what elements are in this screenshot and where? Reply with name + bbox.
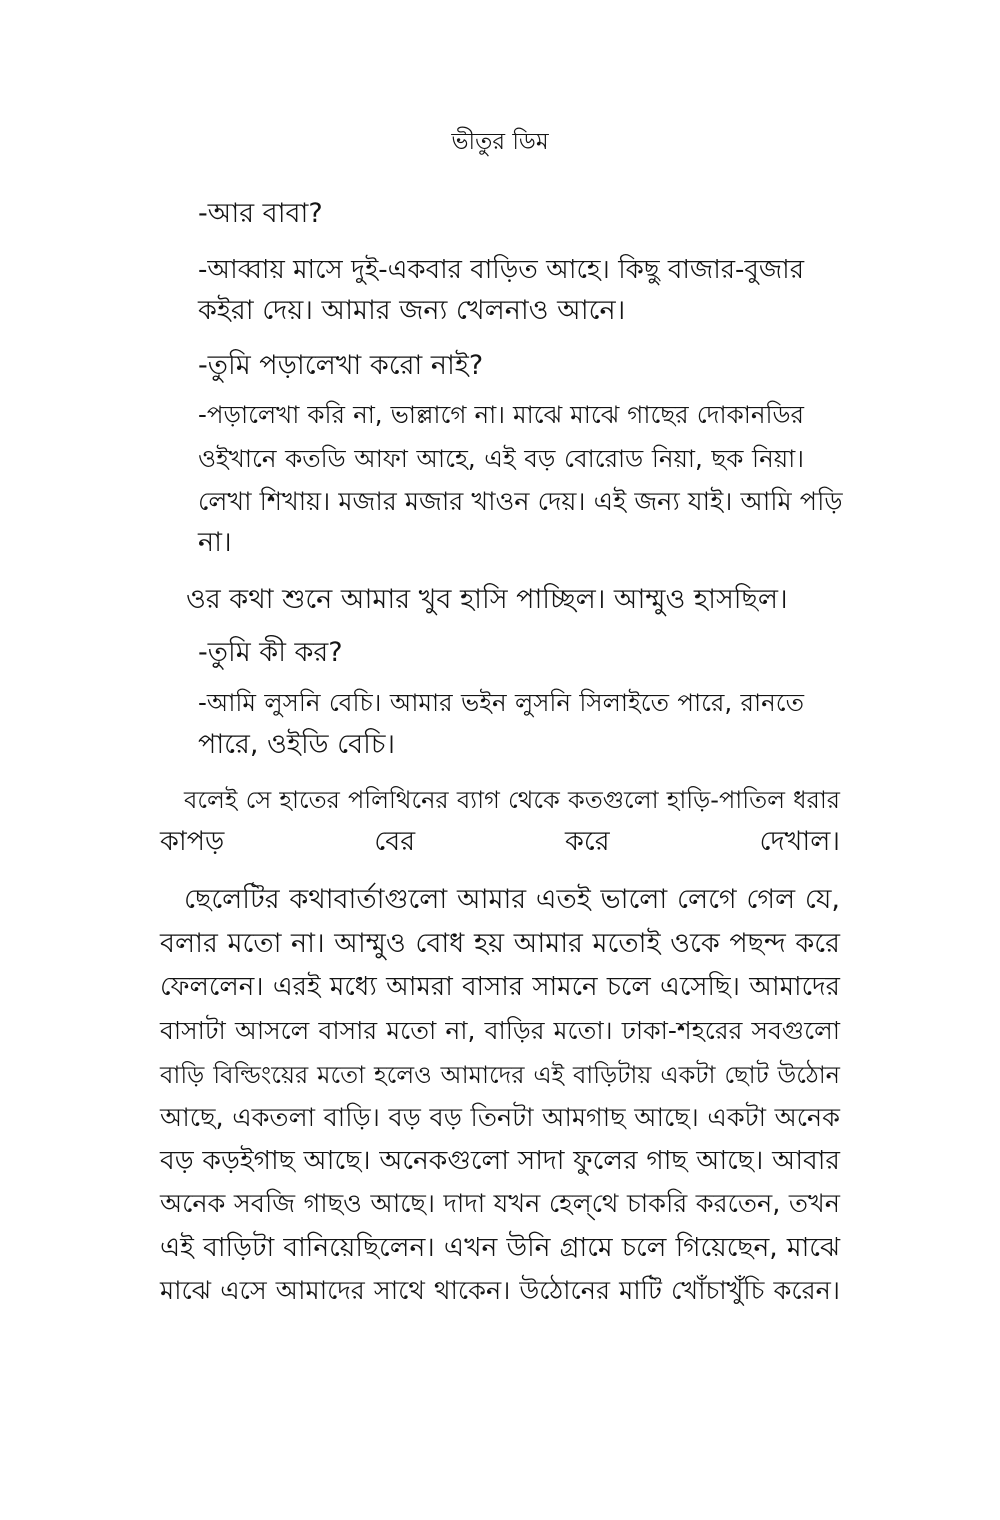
paragraph-line: বলার মতো না। আম্মুও বোধ হয় আমার মতোই ওকে পছন্দ করে <box>160 928 840 959</box>
dialogue-line: না। <box>198 527 232 558</box>
paragraph-line: কাপড় বের করে দেখাল। <box>160 826 840 857</box>
narration-line: ওর কথা শুনে আমার খুব হাসি পাচ্ছিল। আম্মুও হাসছিল। <box>186 584 788 615</box>
paragraph-line: মাঝে এসে আমাদের সাথে থাকেন। উঠোনের মাটি খোঁচাখুঁচি করেন। <box>160 1276 840 1306</box>
paragraph-line: ছেলেটির কথাবার্তাগুলো আমার এতই ভালো লেগে গেল যে, <box>184 884 840 915</box>
paragraph-line: বড় কড়ইগাছ আছে। অনেকগুলো সাদা ফুলের গাছ আছে। আবার <box>160 1145 840 1176</box>
paragraph-line: এই বাড়িটা বানিয়েছিলেন। এখন উনি গ্রামে চলে গিয়েছেন, মাঝে <box>160 1232 840 1263</box>
dialogue-line: -আর বাবা? <box>198 198 323 229</box>
dialogue-line: লেখা শিখায়। মজার মজার খাওন দেয়। এই জন্য যাই। আমি পড়ি <box>198 487 843 517</box>
dialogue-line: -পড়ালেখা করি না, ভাল্লাগে না। মাঝে মাঝে গাছের দোকানডির <box>198 400 804 429</box>
paragraph-line: বাসাটা আসলে বাসার মতো না, বাড়ির মতো। ঢাকা-শহরের সবগুলো <box>160 1016 840 1045</box>
paragraph-line: আছে, একতলা বাড়ি। বড় বড় তিনটা আমগাছ আছে। একটা অনেক <box>160 1103 840 1133</box>
dialogue-line: কইরা দেয়। আমার জন্য খেলনাও আনে। <box>198 295 626 326</box>
dialogue-line: -আমি লুসনি বেচি। আমার ভইন লুসনি সিলাইতে পারে, রানতে <box>198 688 804 717</box>
paragraph-line: বলেই সে হাতের পলিথিনের ব্যাগ থেকে কতগুলো হাড়ি-পাতিল ধরার <box>184 786 840 814</box>
dialogue-line: -আব্বায় মাসে দুই-একবার বাড়িত আহে। কিছু বাজার-বুজার <box>198 255 804 285</box>
running-head: ভীতুর ডিম <box>451 129 549 155</box>
dialogue-line: -তুমি কী কর? <box>198 637 343 668</box>
dialogue-line: পারে, ওইডি বেচি। <box>198 729 396 760</box>
paragraph-line: ফেললেন। এরই মধ্যে আমরা বাসার সামনে চলে এসেছি। আমাদের <box>160 972 840 1002</box>
dialogue-line: -তুমি পড়ালেখা করো নাই? <box>198 350 484 381</box>
paragraph-line: অনেক সবজি গাছও আছে। দাদা যখন হেল্‌থে চাকরি করতেন, তখন <box>160 1189 840 1219</box>
paragraph-line: বাড়ি বিল্ডিংয়ের মতো হলেও আমাদের এই বাড়িটায় একটা ছোট উঠোন <box>160 1061 840 1089</box>
dialogue-line: ওইখানে কতডি আফা আহে, এই বড় বোরোড নিয়া, ছক নিয়া। <box>198 444 804 473</box>
